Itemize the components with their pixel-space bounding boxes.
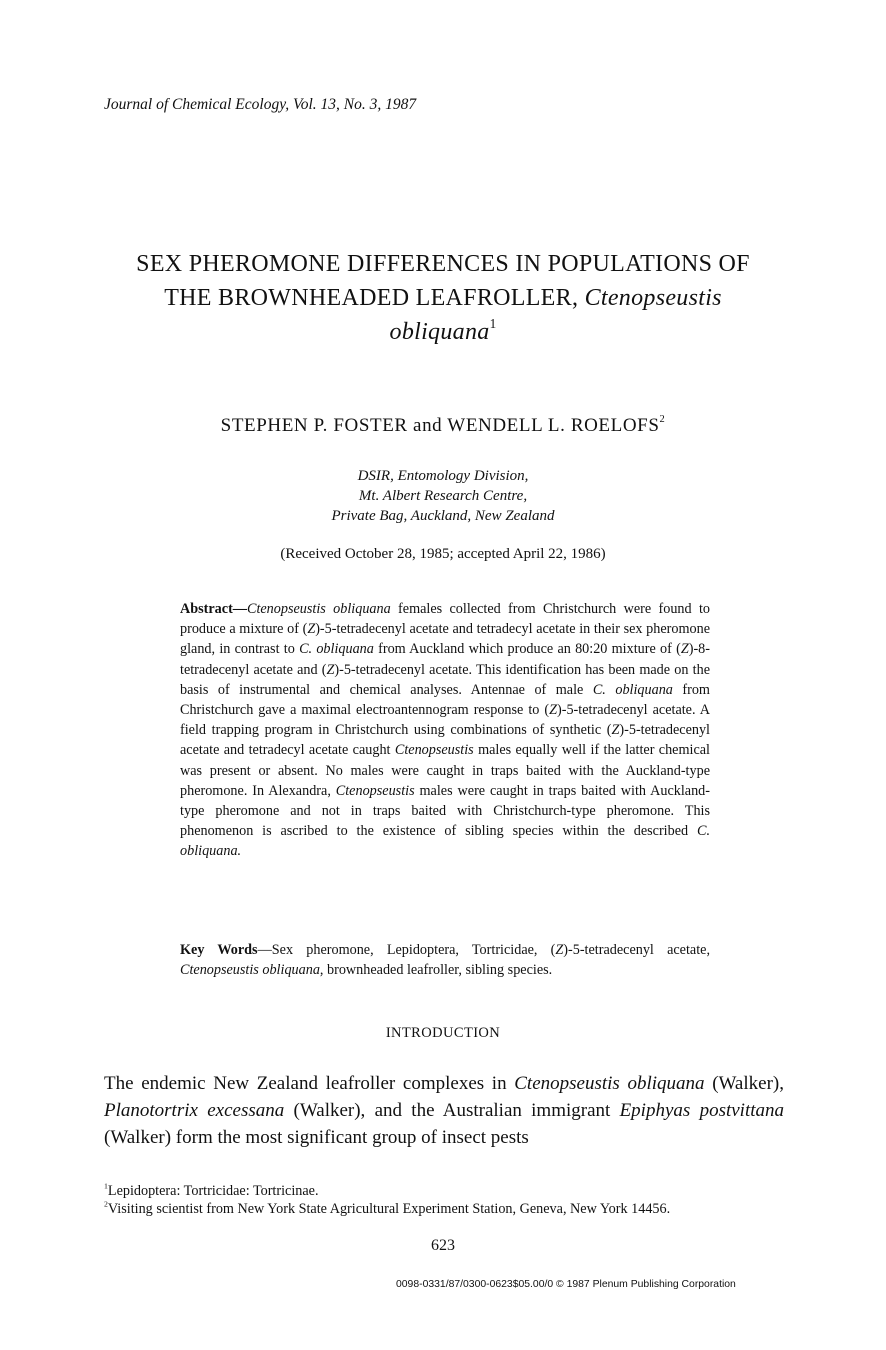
abstract	[180, 599, 710, 862]
abstract-span: Z	[549, 702, 558, 719]
keywords-span: —Sex pheromone, Lepidoptera, Tortricidae, (	[257, 942, 556, 958]
paper-title	[60, 247, 826, 349]
title-footnote-mark: 1	[489, 315, 497, 331]
abstract-span: C. obliquana	[299, 641, 374, 658]
intro-span: The endemic New Zealand leafroller complexes in	[104, 1073, 515, 1094]
abstract-label: Abstract—	[180, 601, 247, 617]
affiliation	[0, 466, 886, 526]
footnote-text: Lepidoptera: Tortricidae: Tortricinae.	[107, 1183, 319, 1199]
abstract-span: )-8-tetradecenyl acetate and (	[180, 641, 710, 678]
keywords-span: )-5-tetradecenyl acetate,	[563, 942, 710, 958]
title-line-2-text: THE BROWNHEADED LEAFROLLER,	[164, 285, 579, 311]
author-list	[0, 415, 886, 437]
title-genus: Ctenopseustis	[584, 285, 722, 311]
abstract-span: )-5-tetradecenyl acetate. This identification has been made on the basis of instrumental and chemical analyses. Antennae of male	[180, 661, 710, 698]
received-dates: (Received October 28, 1985; accepted April 22, 1986)	[280, 546, 606, 562]
abstract-span: C. obliquana	[592, 681, 673, 698]
intro-span: Planotortrix excessana	[104, 1100, 285, 1121]
affiliation-line-1: DSIR, Entomology Division,	[357, 468, 529, 484]
footnote-mark: 1	[104, 1181, 108, 1191]
intro-span: (Walker) form the most significant group of insect pests	[104, 1127, 529, 1148]
abstract-span: males equally well if the latter chemical was present or absent. No males were caught in traps baited with the Auckland-type pheromone. In Alexandra,	[180, 742, 710, 799]
title-line-3	[60, 315, 826, 349]
author-footnote-mark: 2	[659, 414, 666, 426]
title-line-2	[60, 281, 826, 315]
abstract-span: from Christchurch gave a maximal electroantennogram response to (	[180, 681, 710, 719]
section-heading: INTRODUCTION	[385, 1025, 501, 1041]
title-line-1: SEX PHEROMONE DIFFERENCES IN POPULATIONS OF	[136, 251, 750, 277]
author-names: STEPHEN P. FOSTER and WENDELL L. ROELOFS	[220, 415, 660, 436]
abstract-span: Z	[307, 621, 316, 638]
abstract-span: Ctenopseustis	[394, 742, 474, 759]
footnote	[104, 1201, 804, 1218]
abstract-span: Z	[326, 661, 335, 678]
footnote	[104, 1183, 804, 1200]
title-species: obliquana	[389, 319, 490, 345]
intro-span: (Walker),	[704, 1073, 784, 1094]
affiliation-line-2: Mt. Albert Research Centre,	[358, 488, 528, 504]
abstract-span: Z	[611, 722, 620, 739]
abstract-span: males were caught in traps baited with Auckland-type pheromone and not in traps baited with Christchurch-type pheromone. This phenomenon is ascribed to the existence of sibling species within the described	[180, 782, 710, 840]
introduction-paragraph	[104, 1070, 784, 1151]
journal-citation: Journal of Chemical Ecology, Vol. 13, No. 3, 1987	[104, 96, 417, 113]
abstract-span: Z	[680, 641, 689, 658]
abstract-span: )-5-tetradecenyl acetate. A field trapping program in Christchurch using combinations of synthetic (	[180, 702, 710, 739]
intro-span: (Walker), and the Australian immigrant	[284, 1100, 620, 1121]
affiliation-line-3: Private Bag, Auckland, New Zealand	[331, 508, 555, 524]
abstract-span: Ctenopseustis obliquana	[246, 601, 391, 617]
keywords-span: Z	[555, 942, 564, 958]
keywords-span: , brownheaded leafroller, sibling species.	[319, 962, 553, 979]
abstract-span: )-5-tetradecenyl acetate and tetradecyl acetate in their sex pheromone gland, in contrast to	[180, 621, 710, 658]
abstract-span: C. obliquana.	[180, 823, 710, 860]
page-number: 623	[431, 1237, 455, 1254]
footnote-text: Visiting scientist from New York State Agricultural Experiment Station, Geneva, New York 14456.	[107, 1201, 671, 1217]
key-words	[180, 940, 710, 981]
abstract-span: females collected from Christchurch were found to produce a mixture of (	[180, 601, 710, 638]
footnote-mark: 2	[104, 1199, 108, 1209]
abstract-span: Ctenopseustis	[335, 782, 415, 799]
copyright-line: 0098-0331/87/0300-0623$05.00/0 © 1987 Plenum Publishing Corporation	[396, 1279, 736, 1290]
intro-span: Epiphyas postvittana	[619, 1100, 785, 1121]
intro-span: Ctenopseustis obliquana	[514, 1073, 705, 1094]
abstract-span: from Auckland which produce an 80:20 mixture of (	[373, 641, 681, 658]
keywords-label: Key Words	[180, 942, 258, 958]
abstract-span: )-5-tetradecenyl acetate and tetradecyl acetate caught	[180, 722, 710, 759]
keywords-span: Ctenopseustis obliquana	[180, 962, 320, 979]
